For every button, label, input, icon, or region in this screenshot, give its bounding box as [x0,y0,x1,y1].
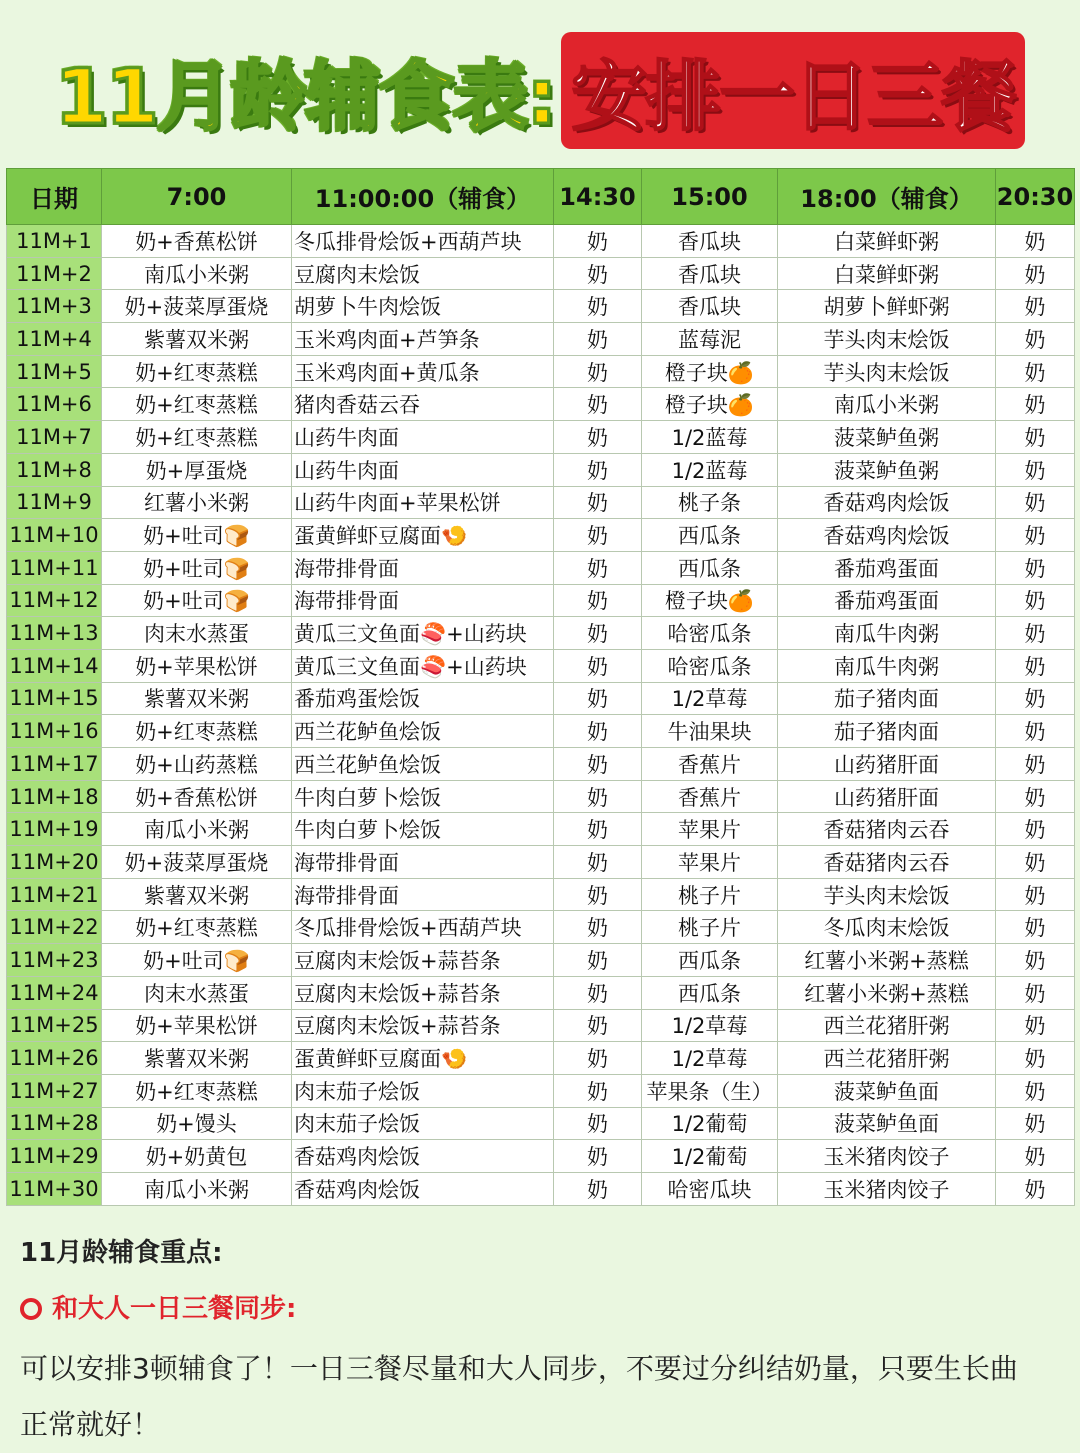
table-row [7,748,1075,781]
cell-1800: 菠菜鲈鱼粥 [778,453,996,486]
cell-0700: 南瓜小米粥 [102,1172,292,1205]
cell-1430: 奶 [554,748,642,781]
cell-2030: 奶 [996,1140,1075,1173]
cell-1100: 冬瓜排骨烩饭+西葫芦块 [292,225,554,258]
cell-1430: 奶 [554,976,642,1009]
cell-2030: 奶 [996,715,1075,748]
table-row [7,1074,1075,1107]
cell-2030: 奶 [996,355,1075,388]
cell-1500: 西瓜条 [642,976,778,1009]
cell-1430: 奶 [554,225,642,258]
cell-date: 11M+13 [7,617,102,650]
cell-1430: 奶 [554,257,642,290]
cell-date: 11M+14 [7,649,102,682]
table-row [7,421,1075,454]
cell-1800: 香菇鸡肉烩饭 [778,519,996,552]
table-row [7,1009,1075,1042]
cell-1800: 菠菜鲈鱼面 [778,1074,996,1107]
cell-0700: 奶+苹果松饼 [102,649,292,682]
cell-1100: 豆腐肉末烩饭+蒜苔条 [292,944,554,977]
cell-1500: 1/2草莓 [642,682,778,715]
header-1100: 11:00:00（辅食） [292,169,554,225]
table-row [7,355,1075,388]
title-part-1: 11月龄辅食表: [54,51,556,141]
cell-1430: 奶 [554,682,642,715]
table-row [7,486,1075,519]
cell-1100: 黄瓜三文鱼面🍣+山药块 [292,649,554,682]
cell-1500: 1/2葡萄 [642,1107,778,1140]
cell-1500: 香瓜块 [642,257,778,290]
cell-1430: 奶 [554,1074,642,1107]
cell-1430: 奶 [554,323,642,356]
cell-1500: 香瓜块 [642,225,778,258]
cell-date: 11M+19 [7,813,102,846]
cell-0700: 紫薯双米粥 [102,878,292,911]
cell-1100: 胡萝卜牛肉烩饭 [292,290,554,323]
cell-0700: 奶+吐司🍞 [102,551,292,584]
cell-1500: 桃子条 [642,486,778,519]
table-row [7,976,1075,1009]
cell-0700: 肉末水蒸蛋 [102,976,292,1009]
cell-2030: 奶 [996,748,1075,781]
cell-0700: 奶+苹果松饼 [102,1009,292,1042]
cell-1430: 奶 [554,846,642,879]
table-row [7,519,1075,552]
cell-1800: 山药猪肝面 [778,748,996,781]
table-row [7,1140,1075,1173]
cell-1100: 冬瓜排骨烩饭+西葫芦块 [292,911,554,944]
table-row [7,649,1075,682]
cell-1100: 香菇鸡肉烩饭 [292,1140,554,1173]
cell-1500: 苹果片 [642,813,778,846]
cell-1500: 哈密瓜条 [642,649,778,682]
cell-date: 11M+20 [7,846,102,879]
cell-1100: 猪肉香菇云吞 [292,388,554,421]
cell-date: 11M+25 [7,1009,102,1042]
notes-heading: 11月龄辅食重点: [20,1238,223,1268]
cell-1800: 芋头肉末烩饭 [778,323,996,356]
table-row [7,1107,1075,1140]
notes-subheading [20,1289,1080,1329]
cell-2030: 奶 [996,225,1075,258]
cell-1500: 香瓜块 [642,290,778,323]
cell-1100: 玉米鸡肉面+芦笋条 [292,323,554,356]
cell-2030: 奶 [996,649,1075,682]
cell-1100: 肉末茄子烩饭 [292,1107,554,1140]
cell-1800: 香菇猪肉云吞 [778,813,996,846]
cell-1430: 奶 [554,486,642,519]
cell-1800: 玉米猪肉饺子 [778,1140,996,1173]
cell-1100: 香菇鸡肉烩饭 [292,1172,554,1205]
cell-date: 11M+11 [7,551,102,584]
cell-2030: 奶 [996,780,1075,813]
cell-1500: 西瓜条 [642,519,778,552]
cell-1500: 苹果条（生） [642,1074,778,1107]
cell-2030: 奶 [996,976,1075,1009]
cell-1100: 肉末茄子烩饭 [292,1074,554,1107]
table-row [7,682,1075,715]
cell-2030: 奶 [996,290,1075,323]
cell-2030: 奶 [996,1074,1075,1107]
cell-1500: 1/2蓝莓 [642,453,778,486]
cell-1430: 奶 [554,715,642,748]
cell-1100: 海带排骨面 [292,584,554,617]
cell-1500: 桃子片 [642,878,778,911]
cell-date: 11M+16 [7,715,102,748]
cell-1800: 红薯小米粥+蒸糕 [778,944,996,977]
cell-1800: 南瓜牛肉粥 [778,617,996,650]
cell-1800: 茄子猪肉面 [778,715,996,748]
cell-1100: 山药牛肉面 [292,453,554,486]
cell-1430: 奶 [554,1172,642,1205]
cell-1500: 橙子块🍊 [642,355,778,388]
cell-1500: 牛油果块 [642,715,778,748]
cell-2030: 奶 [996,453,1075,486]
cell-0700: 奶+馒头 [102,1107,292,1140]
cell-1100: 海带排骨面 [292,551,554,584]
cell-2030: 奶 [996,1009,1075,1042]
cell-0700: 奶+菠菜厚蛋烧 [102,290,292,323]
cell-2030: 奶 [996,1107,1075,1140]
table-row [7,388,1075,421]
cell-2030: 奶 [996,682,1075,715]
cell-1100: 牛肉白萝卜烩饭 [292,780,554,813]
cell-2030: 奶 [996,846,1075,879]
cell-date: 11M+15 [7,682,102,715]
cell-1430: 奶 [554,1042,642,1075]
cell-2030: 奶 [996,421,1075,454]
cell-date: 11M+12 [7,584,102,617]
cell-date: 11M+10 [7,519,102,552]
cell-1430: 奶 [554,1009,642,1042]
cell-2030: 奶 [996,813,1075,846]
cell-2030: 奶 [996,1172,1075,1205]
cell-1430: 奶 [554,290,642,323]
cell-2030: 奶 [996,911,1075,944]
cell-0700: 奶+吐司🍞 [102,584,292,617]
cell-0700: 肉末水蒸蛋 [102,617,292,650]
table-row [7,617,1075,650]
cell-0700: 奶+奶黄包 [102,1140,292,1173]
cell-0700: 奶+山药蒸糕 [102,748,292,781]
cell-2030: 奶 [996,617,1075,650]
cell-0700: 南瓜小米粥 [102,257,292,290]
cell-1100: 海带排骨面 [292,846,554,879]
header-date: 日期 [7,169,102,225]
cell-0700: 紫薯双米粥 [102,1042,292,1075]
cell-1800: 菠菜鲈鱼粥 [778,421,996,454]
cell-0700: 奶+吐司🍞 [102,519,292,552]
cell-date: 11M+27 [7,1074,102,1107]
cell-1800: 南瓜牛肉粥 [778,649,996,682]
cell-0700: 奶+红枣蒸糕 [102,715,292,748]
cell-0700: 南瓜小米粥 [102,813,292,846]
cell-1430: 奶 [554,649,642,682]
cell-1430: 奶 [554,780,642,813]
cell-1430: 奶 [554,878,642,911]
cell-1500: 哈密瓜条 [642,617,778,650]
cell-1100: 西兰花鲈鱼烩饭 [292,748,554,781]
cell-1800: 冬瓜肉末烩饭 [778,911,996,944]
cell-1500: 蓝莓泥 [642,323,778,356]
meal-schedule-table [6,168,1075,1206]
cell-1500: 香蕉片 [642,780,778,813]
cell-1430: 奶 [554,355,642,388]
cell-0700: 奶+红枣蒸糕 [102,388,292,421]
cell-1800: 山药猪肝面 [778,780,996,813]
cell-1430: 奶 [554,813,642,846]
cell-2030: 奶 [996,944,1075,977]
header-1500: 15:00 [642,169,778,225]
header-0700: 7:00 [102,169,292,225]
cell-1800: 菠菜鲈鱼面 [778,1107,996,1140]
cell-2030: 奶 [996,551,1075,584]
header-1430: 14:30 [554,169,642,225]
cell-date: 11M+1 [7,225,102,258]
cell-1500: 西瓜条 [642,944,778,977]
cell-1430: 奶 [554,551,642,584]
cell-1800: 芋头肉末烩饭 [778,878,996,911]
table-row [7,715,1075,748]
table-row [7,323,1075,356]
cell-0700: 奶+香蕉松饼 [102,225,292,258]
cell-0700: 奶+红枣蒸糕 [102,355,292,388]
cell-1100: 蛋黄鲜虾豆腐面🍤 [292,519,554,552]
cell-date: 11M+30 [7,1172,102,1205]
cell-1430: 奶 [554,617,642,650]
cell-1500: 橙子块🍊 [642,388,778,421]
cell-1430: 奶 [554,519,642,552]
cell-0700: 奶+吐司🍞 [102,944,292,977]
cell-1800: 西兰花猪肝粥 [778,1042,996,1075]
cell-date: 11M+9 [7,486,102,519]
header-2030: 20:30 [996,169,1075,225]
cell-1100: 黄瓜三文鱼面🍣+山药块 [292,617,554,650]
cell-1800: 白菜鲜虾粥 [778,257,996,290]
cell-1500: 1/2蓝莓 [642,421,778,454]
table-row [7,257,1075,290]
cell-2030: 奶 [996,486,1075,519]
cell-1430: 奶 [554,421,642,454]
cell-date: 11M+23 [7,944,102,977]
cell-0700: 奶+红枣蒸糕 [102,421,292,454]
cell-0700: 奶+红枣蒸糕 [102,1074,292,1107]
table-row [7,780,1075,813]
table-row [7,911,1075,944]
table-header-row [7,169,1075,225]
notes-subheading-text: 和大人一日三餐同步: [52,1294,297,1324]
cell-1500: 苹果片 [642,846,778,879]
cell-0700: 奶+菠菜厚蛋烧 [102,846,292,879]
cell-date: 11M+7 [7,421,102,454]
cell-1430: 奶 [554,453,642,486]
cell-1800: 番茄鸡蛋面 [778,584,996,617]
cell-1100: 牛肉白萝卜烩饭 [292,813,554,846]
cell-1800: 芋头肉末烩饭 [778,355,996,388]
cell-1500: 西瓜条 [642,551,778,584]
cell-1100: 蛋黄鲜虾豆腐面🍤 [292,1042,554,1075]
cell-2030: 奶 [996,1042,1075,1075]
cell-date: 11M+5 [7,355,102,388]
cell-date: 11M+8 [7,453,102,486]
cell-date: 11M+21 [7,878,102,911]
cell-1430: 奶 [554,1140,642,1173]
cell-1800: 番茄鸡蛋面 [778,551,996,584]
cell-0700: 奶+香蕉松饼 [102,780,292,813]
cell-date: 11M+17 [7,748,102,781]
table-row [7,1042,1075,1075]
cell-2030: 奶 [996,257,1075,290]
cell-1100: 山药牛肉面+苹果松饼 [292,486,554,519]
cell-1800: 玉米猪肉饺子 [778,1172,996,1205]
cell-1800: 香菇猪肉云吞 [778,846,996,879]
cell-date: 11M+22 [7,911,102,944]
cell-date: 11M+29 [7,1140,102,1173]
table-row [7,290,1075,323]
cell-2030: 奶 [996,519,1075,552]
table-row [7,813,1075,846]
cell-1500: 1/2葡萄 [642,1140,778,1173]
cell-date: 11M+26 [7,1042,102,1075]
table-row [7,225,1075,258]
cell-1100: 玉米鸡肉面+黄瓜条 [292,355,554,388]
cell-1500: 桃子片 [642,911,778,944]
cell-1430: 奶 [554,1107,642,1140]
cell-1430: 奶 [554,584,642,617]
cell-1800: 红薯小米粥+蒸糕 [778,976,996,1009]
cell-1430: 奶 [554,388,642,421]
notes-body: 可以安排3顿辅食了！一日三餐尽量和大人同步，不要过分纠结奶量，只要生长曲 正常就好！ [20,1352,1018,1441]
circle-icon [20,1298,42,1320]
table-row [7,584,1075,617]
page-title [0,30,1080,150]
cell-1800: 西兰花猪肝粥 [778,1009,996,1042]
header-1800: 18:00（辅食） [778,169,996,225]
table-row [7,453,1075,486]
cell-1800: 白菜鲜虾粥 [778,225,996,258]
cell-date: 11M+28 [7,1107,102,1140]
cell-2030: 奶 [996,323,1075,356]
cell-date: 11M+2 [7,257,102,290]
cell-1100: 豆腐肉末烩饭 [292,257,554,290]
notes-section [20,1225,1080,1453]
cell-0700: 紫薯双米粥 [102,682,292,715]
cell-0700: 红薯小米粥 [102,486,292,519]
cell-1500: 橙子块🍊 [642,584,778,617]
cell-1800: 胡萝卜鲜虾粥 [778,290,996,323]
cell-1800: 香菇鸡肉烩饭 [778,486,996,519]
cell-1100: 番茄鸡蛋烩饭 [292,682,554,715]
cell-date: 11M+24 [7,976,102,1009]
cell-date: 11M+18 [7,780,102,813]
cell-1100: 山药牛肉面 [292,421,554,454]
cell-1100: 海带排骨面 [292,878,554,911]
cell-1100: 豆腐肉末烩饭+蒜苔条 [292,1009,554,1042]
cell-2030: 奶 [996,878,1075,911]
table-row [7,551,1075,584]
cell-date: 11M+3 [7,290,102,323]
table-row [7,1172,1075,1205]
cell-1500: 1/2草莓 [642,1009,778,1042]
cell-1800: 茄子猪肉面 [778,682,996,715]
cell-date: 11M+6 [7,388,102,421]
table-row [7,944,1075,977]
cell-1500: 香蕉片 [642,748,778,781]
cell-1100: 豆腐肉末烩饭+蒜苔条 [292,976,554,1009]
table-row [7,846,1075,879]
cell-1430: 奶 [554,911,642,944]
cell-0700: 紫薯双米粥 [102,323,292,356]
cell-1100: 西兰花鲈鱼烩饭 [292,715,554,748]
cell-2030: 奶 [996,388,1075,421]
cell-1430: 奶 [554,944,642,977]
cell-1800: 南瓜小米粥 [778,388,996,421]
cell-2030: 奶 [996,584,1075,617]
cell-1500: 哈密瓜块 [642,1172,778,1205]
table-row [7,878,1075,911]
cell-0700: 奶+红枣蒸糕 [102,911,292,944]
cell-0700: 奶+厚蛋烧 [102,453,292,486]
cell-date: 11M+4 [7,323,102,356]
cell-1500: 1/2草莓 [642,1042,778,1075]
title-part-2: 安排一日三餐 [561,32,1025,149]
